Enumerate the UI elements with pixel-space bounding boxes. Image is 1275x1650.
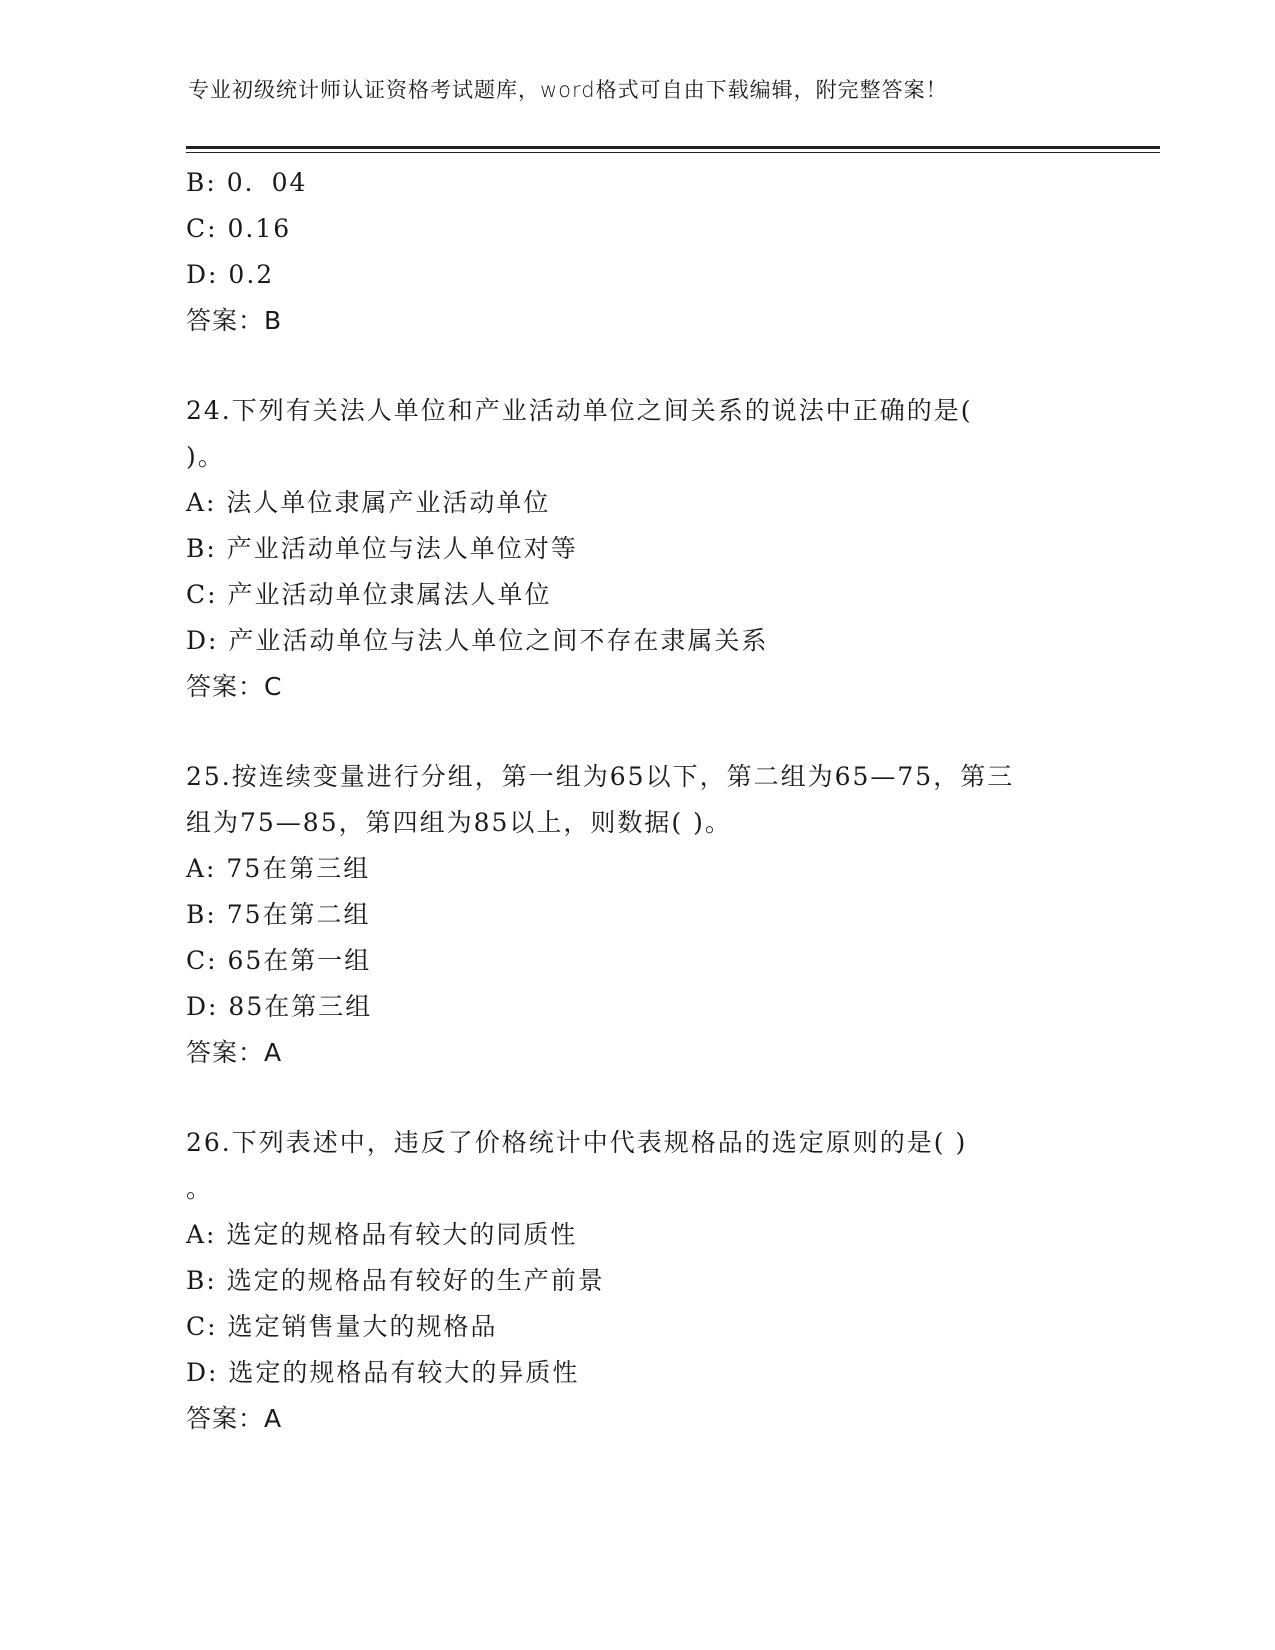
question-26: [186, 1120, 1086, 1442]
spacer: [186, 344, 1086, 388]
document-body: [186, 160, 1086, 1442]
question-24: [186, 388, 1086, 710]
option-d: D: 选定的规格品有较大的异质性: [186, 1358, 580, 1387]
option-d: D: 85在第三组: [186, 992, 373, 1021]
answer: 答案：A: [186, 1038, 283, 1067]
option-a: A: 法人单位隶属产业活动单位: [186, 488, 551, 517]
option-b: B: 产业活动单位与法人单位对等: [186, 534, 578, 563]
option-c: C: 65在第一组: [186, 946, 372, 975]
option-d: D: 0.2: [186, 260, 275, 289]
spacer: [186, 1076, 1086, 1120]
question-stem: 25.按连续变量进行分组，第一组为65以下，第二组为65—75，第三: [186, 762, 1015, 791]
question-stem-cont: )。: [186, 442, 225, 471]
question-stem: 24.下列有关法人单位和产业活动单位之间关系的说法中正确的是(: [186, 396, 973, 425]
answer: 答案：B: [186, 306, 283, 335]
option-c: C: 0.16: [186, 214, 292, 243]
option-c: C: 产业活动单位隶属法人单位: [186, 580, 552, 609]
option-d: D: 产业活动单位与法人单位之间不存在隶属关系: [186, 626, 769, 655]
question-stem-cont: 。: [186, 1174, 214, 1203]
answer: 答案：C: [186, 672, 283, 701]
option-b: B: 75在第二组: [186, 900, 371, 929]
header-rule-thick: [186, 146, 1160, 149]
option-b: B: 选定的规格品有较好的生产前景: [186, 1266, 605, 1295]
answer: 答案：A: [186, 1404, 283, 1433]
question-stem: 26.下列表述中，违反了价格统计中代表规格品的选定原则的是( ): [186, 1128, 968, 1157]
page-header: 专业初级统计师认证资格考试题库，word格式可自由下载编辑，附完整答案！: [188, 78, 948, 102]
question-25: [186, 754, 1086, 1076]
option-a: A: 75在第三组: [186, 854, 371, 883]
prev-question: [186, 160, 1086, 344]
option-c: C: 选定销售量大的规格品: [186, 1312, 498, 1341]
header-rule-thin: [186, 152, 1160, 153]
option-a: A: 选定的规格品有较大的同质性: [186, 1220, 578, 1249]
spacer: [186, 710, 1086, 754]
question-stem-cont: 组为75—85，第四组为85以上，则数据( )。: [186, 808, 732, 837]
option-b: B: 0．04: [186, 168, 308, 197]
